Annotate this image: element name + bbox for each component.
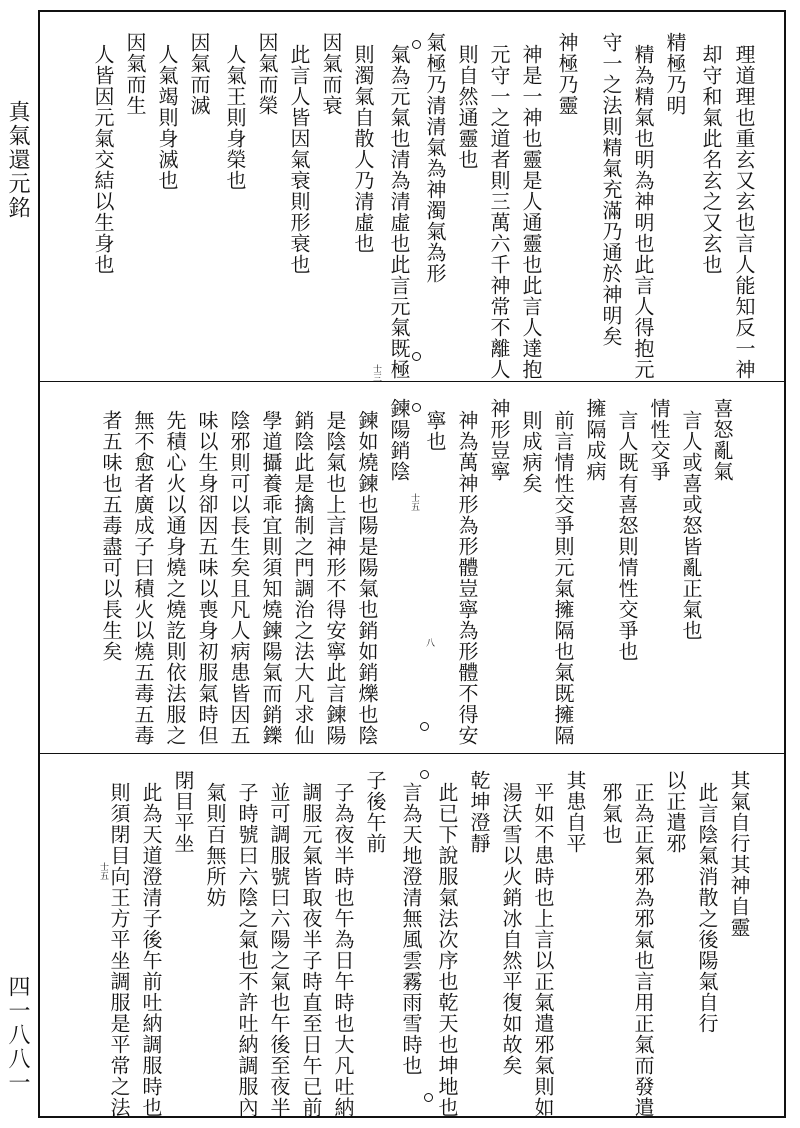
text-column: 先積心火以通身燒之燒訖則依法服之 <box>163 410 187 746</box>
text-column: 者五味也五毒盡可以長生矣 <box>99 410 123 662</box>
text-column: 人皆因元氣交結以生身也 <box>91 44 115 275</box>
text-column: 味以生身卻因五味以喪身初服氣時但 <box>195 410 219 746</box>
text-column: 此言人皆因氣衰則形衰也 <box>287 44 311 275</box>
text-column: 此為天道澄清子後午前吐納調服時也 <box>139 782 163 1118</box>
text-column: 則成病矣 <box>519 410 543 494</box>
punctuation-circle <box>420 722 429 731</box>
punctuation-circle <box>412 403 421 412</box>
text-column: 理道理也重玄又玄也言人能知反一神 <box>732 44 756 380</box>
text-column: 調服元氣皆取夜半子時直至日午已前 <box>299 782 323 1118</box>
text-column: 其患自平 <box>563 770 587 854</box>
text-column: 氣為元氣也清為清虛也此言元氣既極 <box>387 44 411 380</box>
text-column: 寧也 <box>423 410 447 452</box>
text-column: 鍊陽銷陰 <box>387 398 411 482</box>
text-column: 則自然通靈也 <box>455 44 479 170</box>
text-column: 情性交爭 <box>647 398 671 482</box>
text-column: 守一之法則精氣充滿乃通於神明矣 <box>599 32 623 347</box>
text-column: 此言陰氣消散之後陽氣自行 <box>695 782 719 1034</box>
text-column: 氣則百無所妨 <box>203 782 227 908</box>
text-column: 是陰氣也上言神形不得安寧此言鍊陽 <box>323 410 347 746</box>
text-column: 神極乃靈 <box>555 32 579 116</box>
text-column: 無不愈者廣成子曰積火以燒五毒五毒 <box>131 410 155 746</box>
printer-mark: 士三 <box>371 364 381 382</box>
text-column: 子為夜半時也午為日午時也大凡吐納 <box>331 782 355 1118</box>
punctuation-circle <box>412 352 421 361</box>
text-column: 以正遣邪 <box>663 770 687 854</box>
text-column: 此已下說服氣法次序也乾天也坤地也 <box>435 782 459 1118</box>
section-divider-bottom <box>40 753 784 754</box>
margin-page-number: 四一八八一 <box>5 975 30 1095</box>
punctuation-circle <box>412 40 421 49</box>
text-column: 人氣竭則身滅也 <box>155 44 179 191</box>
text-column: 正為正氣邪為邪氣也言用正氣而發遣 <box>631 782 655 1118</box>
text-column: 鍊如燒鍊也陽是陽氣也銷如銷爍也陰 <box>355 410 379 746</box>
text-column: 精極乃明 <box>663 32 687 116</box>
text-column: 子後午前 <box>363 770 387 854</box>
text-column: 陰邪則可以長生矣且凡人病患皆因五 <box>227 410 251 746</box>
text-column: 神形豈寧 <box>487 398 511 482</box>
text-column: 喜怒亂氣 <box>710 398 734 482</box>
text-column: 前言情性交爭則元氣擁隔也氣既擁隔 <box>551 410 575 746</box>
section-divider-top <box>40 381 784 382</box>
text-column: 閉目平坐 <box>171 770 195 854</box>
text-column: 元守一之道者則三萬六千神常不離人 <box>487 44 511 380</box>
printer-mark: 士五 <box>98 862 108 880</box>
text-column: 擁隔成病 <box>583 398 607 482</box>
text-column: 乾坤澄靜 <box>467 770 491 854</box>
margin-title: 真氣還元銘 <box>5 100 30 220</box>
printer-mark: 八 <box>424 638 434 647</box>
text-column: 其氣自行其神自靈 <box>727 770 751 938</box>
text-column: 却守和氣此名玄之又玄也 <box>699 44 723 275</box>
text-column: 因氣而滅 <box>187 32 211 116</box>
text-column: 並可調服號曰六陽之氣也午後至夜半 <box>267 782 291 1118</box>
text-column: 精為精氣也明為神明也此言人得抱元 <box>631 44 655 380</box>
text-column: 銷陰此是擒制之門調治之法大凡求仙 <box>291 410 315 746</box>
text-column: 子時號曰六陰之氣也不許吐納調服內 <box>235 782 259 1118</box>
text-column: 湯沃雪以火銷冰自然平復如故矣 <box>499 782 523 1076</box>
text-column: 言人既有喜怒則情性交爭也 <box>615 410 639 662</box>
text-column: 則須閉目向王方平坐調服是平常之法 <box>107 782 131 1118</box>
text-column: 則濁氣自散人乃清虛也 <box>351 44 375 254</box>
text-column: 神是一神也靈是人通靈也此言人達抱 <box>519 44 543 380</box>
text-column: 邪氣也 <box>599 782 623 845</box>
text-column: 因氣而榮 <box>255 32 279 116</box>
punctuation-circle <box>424 1093 433 1102</box>
text-column: 平如不患時也上言以正氣遣邪氣則如 <box>531 782 555 1118</box>
text-column: 氣極乃清清氣為神濁氣為形 <box>423 32 447 284</box>
text-column: 言為天地澄清無風雲霧雨雪時也 <box>399 782 423 1076</box>
text-column: 人氣王則身榮也 <box>223 44 247 191</box>
text-column: 學道攝養乖宜則須知燒鍊陽氣而銷鑠 <box>259 410 283 746</box>
punctuation-circle <box>420 770 429 779</box>
text-column: 神為萬神形為形體豈寧為形體不得安 <box>455 410 479 746</box>
text-column: 因氣而衰 <box>319 32 343 116</box>
printer-mark: 士五 <box>409 493 419 511</box>
text-column: 因氣而生 <box>123 32 147 116</box>
text-column: 言人或喜或怒皆亂正氣也 <box>679 410 703 641</box>
